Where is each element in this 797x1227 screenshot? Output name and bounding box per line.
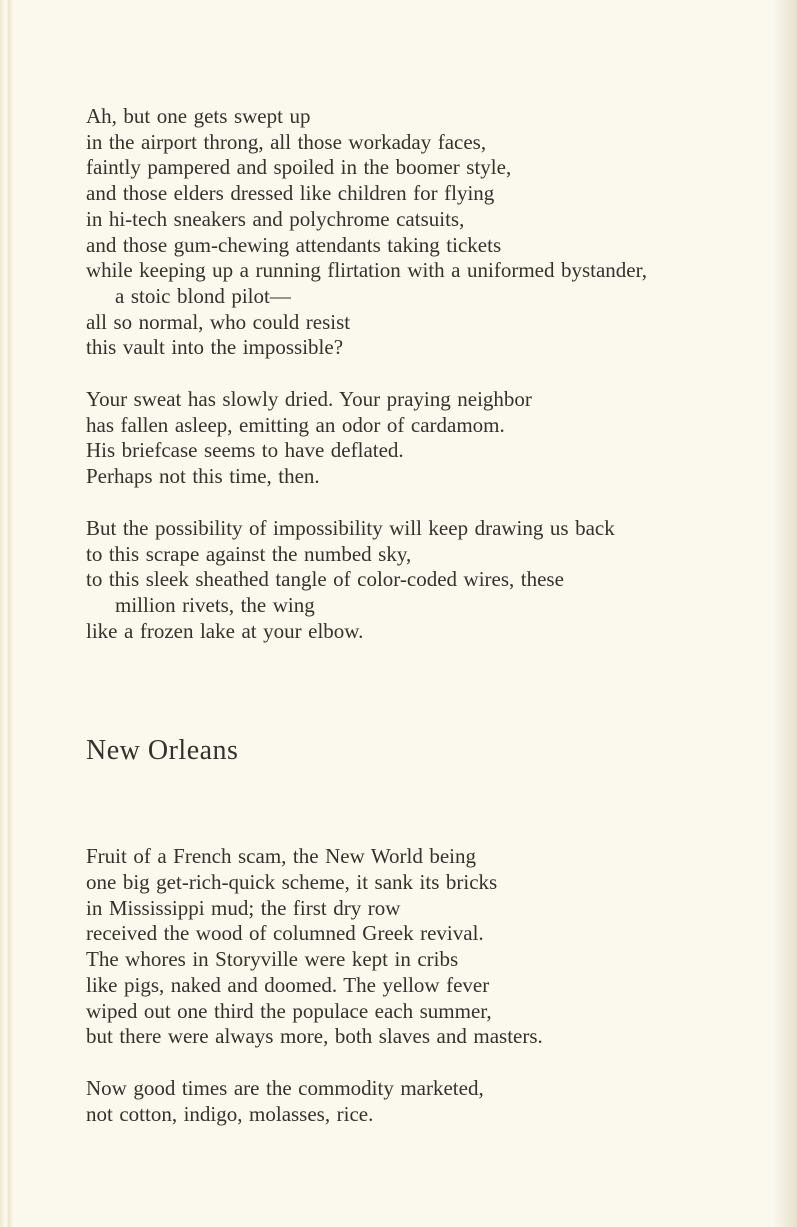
poem-line: received the wood of columned Greek revival. [86,921,484,946]
poem-line: a stoic blond pilot— [115,283,291,308]
poem-line: but there were always more, both slaves and masters. [86,1024,543,1049]
poem-continuation [86,104,771,644]
page-curve-shadow [773,0,797,1227]
poem-line: to this scrape against the numbed sky, [86,541,412,566]
poem-line: wiped out one third the populace each summer, [86,998,492,1023]
poem-line: Your sweat has slowly dried. Your praying neighbor [86,387,532,412]
poem-line: But the possibility of impossibility will keep drawing us back [86,515,615,540]
stanza [86,516,771,645]
page-content [86,104,771,1127]
poem-line: Now good times are the commodity marketed, [86,1075,484,1100]
stanza [86,1076,771,1127]
poem-line: all so normal, who could resist [86,309,351,334]
poem-line: The whores in Storyville were kept in cribs [86,947,459,972]
poem-line: to this sleek sheathed tangle of color-coded wires, these [86,567,564,592]
poem-line: one big get-rich-quick scheme, it sank its bricks [86,870,498,895]
poem-line: Ah, but one gets swept up [86,104,311,128]
poem-line: million rivets, the wing [115,592,315,617]
poem-title: New Orleans [86,735,239,767]
poem-line: in hi-tech sneakers and polychrome catsuits, [86,206,465,231]
poem-line: and those elders dressed like children for flying [86,181,495,206]
poem-line: has fallen asleep, emitting an odor of cardamom. [86,412,505,437]
poem-line: like a frozen lake at your elbow. [86,618,364,643]
stanza [86,844,771,1050]
poem-line: faintly pampered and spoiled in the boomer style, [86,155,512,180]
poem-line: not cotton, indigo, molasses, rice. [86,1101,374,1126]
poem-line: and those gum-chewing attendants taking tickets [86,232,502,257]
poem-line: His briefcase seems to have deflated. [86,438,404,463]
poem-line: Perhaps not this time, then. [86,464,320,489]
poem-line: like pigs, naked and doomed. The yellow fever [86,972,490,997]
poem-line: this vault into the impossible? [86,335,344,360]
poem-line: in the airport throng, all those workaday faces, [86,129,487,154]
page-gutter-edge [0,0,14,1227]
poem-line: Fruit of a French scam, the New World being [86,844,476,869]
stanza [86,104,771,361]
stanza [86,387,771,490]
poem-new-orleans [86,844,771,1127]
poem-line: while keeping up a running flirtation with a uniformed bystander, [86,258,648,283]
poem-line: in Mississippi mud; the first dry row [86,895,401,920]
